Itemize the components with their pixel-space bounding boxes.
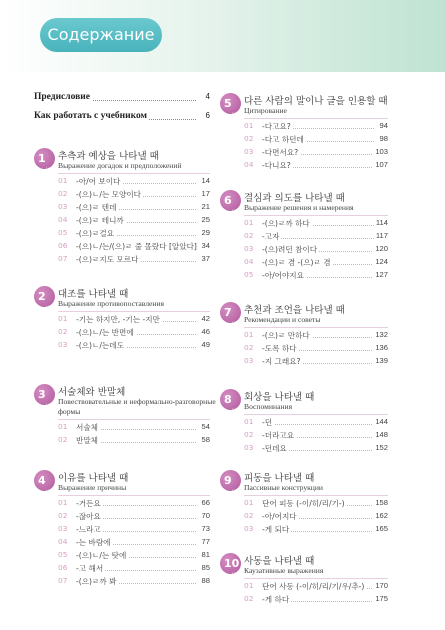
entry-text: -다고 하던데 <box>262 135 304 144</box>
entry-page: 107 <box>375 160 388 169</box>
entry-number: 02 <box>58 511 68 520</box>
entry-page: 37 <box>201 254 210 263</box>
toc-entry[interactable] <box>244 160 388 173</box>
unit-subtitle: Выражение решения и намерения <box>244 203 354 212</box>
entry-number: 03 <box>244 244 254 253</box>
toc-entry[interactable] <box>244 524 388 537</box>
unit-subtitle: Каузативные выражения <box>244 566 324 575</box>
unit-title[interactable]: 추측과 예상을 나타낼 때 <box>58 151 159 162</box>
unit-title[interactable]: 피동을 나타낼 때 <box>244 473 315 484</box>
unit-divider <box>58 173 210 174</box>
entry-text: 단어 피동 (-이/히/리/기-) <box>262 499 345 508</box>
entry-number: 03 <box>58 524 68 533</box>
toc-entry[interactable] <box>244 581 388 594</box>
unit-number: 4 <box>38 474 46 487</box>
unit-divider <box>244 495 388 496</box>
entry-page: 175 <box>375 594 388 603</box>
entry-number: 02 <box>244 511 254 520</box>
unit-label: Unit <box>45 489 54 494</box>
entry-page: 136 <box>375 343 388 352</box>
toc-entry[interactable] <box>244 218 388 231</box>
entry-text: -다니요? <box>262 161 291 170</box>
entry-number: 02 <box>244 231 254 240</box>
entry-text: -게 되다 <box>262 525 290 534</box>
entry-page: 46 <box>201 327 210 336</box>
toc-entry[interactable] <box>58 537 210 550</box>
toc-intro-row[interactable] <box>34 92 210 104</box>
unit-divider <box>244 327 388 328</box>
entry-page: 25 <box>201 215 210 224</box>
unit-number-badge <box>34 148 55 172</box>
entry-text: -고 해서 <box>76 564 104 573</box>
toc-intro-page: 6 <box>205 111 210 120</box>
toc-intro-row[interactable] <box>34 111 210 123</box>
toc-entry[interactable] <box>58 327 210 340</box>
entry-number: 04 <box>58 537 68 546</box>
entry-number: 01 <box>244 218 254 227</box>
entry-text: -아/어 보이다 <box>76 177 121 186</box>
unit-label: Unit <box>45 403 54 408</box>
entry-text: -(으)ㄴ/는데도 <box>76 341 124 350</box>
unit-subtitle: Воспоминания <box>244 402 293 411</box>
toc-entry[interactable] <box>58 241 210 254</box>
entry-text: -(으)ㄹ 테니까 <box>76 216 124 225</box>
entry-text: -(으)ㄴ/는/(으)ㄹ 줄 몰랐다 [알았다] <box>76 242 197 251</box>
unit-number-badge <box>220 389 241 413</box>
unit-number: 2 <box>38 290 46 303</box>
entry-page: 148 <box>375 430 388 439</box>
unit-number-badge <box>220 93 241 117</box>
entry-number: 06 <box>58 241 68 250</box>
entry-page: 73 <box>201 524 210 533</box>
unit-title[interactable]: 사동을 나타낼 때 <box>244 556 315 567</box>
unit-subtitle: Выражение причины <box>58 483 127 492</box>
unit-number-badge <box>34 286 55 310</box>
toc-entry[interactable] <box>244 257 388 270</box>
entry-page: 81 <box>201 550 210 559</box>
unit-number: 10 <box>224 557 240 570</box>
toc-unit <box>220 190 388 280</box>
entry-text: -(으)ㄹ까 봐 <box>76 577 117 586</box>
entry-text: -느라고 <box>76 525 101 534</box>
entry-number: 04 <box>58 215 68 224</box>
unit-label: Unit <box>231 489 240 494</box>
entry-number: 01 <box>58 498 68 507</box>
page-title: Содержание <box>40 18 162 52</box>
unit-divider <box>58 311 210 312</box>
entry-number: 02 <box>244 594 254 603</box>
unit-number: 9 <box>224 474 232 487</box>
entry-number: 02 <box>58 189 68 198</box>
entry-text: 서술체 <box>76 423 99 432</box>
entry-number: 02 <box>58 327 68 336</box>
entry-text: -다면서요? <box>262 148 299 157</box>
entry-page: 94 <box>379 121 388 130</box>
entry-text: 단어 사동 (-이/히/리/기/우/추-) <box>262 582 365 591</box>
unit-label: Unit <box>45 305 54 310</box>
entry-text: -더라고요 <box>262 431 295 440</box>
entry-page: 103 <box>375 147 388 156</box>
entry-text: -는 바람에 <box>76 538 111 547</box>
unit-label: Unit <box>231 572 240 577</box>
toc-entry[interactable] <box>244 134 388 147</box>
toc-unit <box>220 470 388 534</box>
entry-number: 01 <box>244 581 254 590</box>
entry-page: 21 <box>201 202 210 211</box>
entry-page: 124 <box>375 257 388 266</box>
entry-number: 05 <box>58 550 68 559</box>
entry-page: 152 <box>375 443 388 452</box>
entry-number: 03 <box>58 340 68 349</box>
unit-number-badge <box>34 384 55 408</box>
unit-title[interactable]: 결심과 의도를 나타낼 때 <box>244 193 345 204</box>
toc-entry[interactable] <box>58 254 210 267</box>
toc-entry[interactable] <box>244 343 388 356</box>
entry-page: 54 <box>201 422 210 431</box>
entry-page: 132 <box>375 330 388 339</box>
entry-page: 49 <box>201 340 210 349</box>
unit-subtitle: Пассивные конструкции <box>244 483 323 492</box>
unit-divider <box>244 414 388 415</box>
toc-entry[interactable] <box>58 498 210 511</box>
unit-number-badge <box>220 553 241 577</box>
toc-unit <box>220 553 388 604</box>
unit-title[interactable]: 대조를 나타낼 때 <box>58 289 129 300</box>
entry-number: 02 <box>244 343 254 352</box>
entry-page: 14 <box>201 176 210 185</box>
entry-text: -도록 하다 <box>262 344 297 353</box>
entry-text: -지 그래요? <box>262 357 301 366</box>
entry-text: -(으)ㄹ 만하다 <box>262 331 310 340</box>
toc-entry[interactable] <box>244 231 388 244</box>
toc-entry[interactable] <box>58 215 210 228</box>
entry-number: 02 <box>244 430 254 439</box>
entry-text: -게 하다 <box>262 595 290 604</box>
unit-divider <box>58 419 210 420</box>
toc-unit <box>220 93 388 170</box>
entry-number: 07 <box>58 576 68 585</box>
entry-text: -(으)ㄹ걸요 <box>76 229 115 238</box>
unit-label: Unit <box>231 408 240 413</box>
unit-divider <box>244 215 388 216</box>
entry-page: 117 <box>375 231 388 240</box>
toc-entry[interactable] <box>58 524 210 537</box>
toc-entry[interactable] <box>244 147 388 160</box>
toc-unit <box>34 148 210 264</box>
entry-page: 170 <box>375 581 388 590</box>
toc-entry[interactable] <box>58 435 210 448</box>
unit-number: 3 <box>38 388 46 401</box>
unit-divider <box>58 495 210 496</box>
entry-page: 42 <box>201 314 210 323</box>
entry-page: 88 <box>201 576 210 585</box>
entry-text: -아/어지다 <box>262 512 297 521</box>
unit-subtitle: Выражение догадок и предположений <box>58 161 182 170</box>
entry-text: -(으)ㄹ까 하다 <box>262 219 310 228</box>
toc-entry[interactable] <box>244 594 388 607</box>
unit-title[interactable]: 회상을 나타낼 때 <box>244 392 315 403</box>
toc-unit <box>34 470 210 586</box>
unit-subtitle: Цитирование <box>244 106 287 115</box>
unit-number-badge <box>220 302 241 326</box>
unit-label: Unit <box>231 209 240 214</box>
toc-unit <box>34 286 210 350</box>
unit-number: 6 <box>224 194 232 207</box>
unit-number-badge <box>220 190 241 214</box>
unit-subtitle: Выражение противопоставления <box>58 299 164 308</box>
entry-number: 05 <box>244 270 254 279</box>
entry-text: -고자 <box>262 232 280 241</box>
entry-page: 17 <box>201 189 210 198</box>
toc-entry[interactable] <box>244 511 388 524</box>
entry-page: 165 <box>375 524 388 533</box>
toc-entry[interactable] <box>58 189 210 202</box>
unit-number-badge <box>34 470 55 494</box>
entry-page: 158 <box>375 498 388 507</box>
entry-text: -아/어야지요 <box>262 271 304 280</box>
entry-number: 05 <box>58 228 68 237</box>
entry-text: -다고요? <box>262 122 291 131</box>
entry-text: -(으)ㄴ/는 탓에 <box>76 551 127 560</box>
entry-page: 98 <box>379 134 388 143</box>
entry-page: 127 <box>375 270 388 279</box>
entry-page: 120 <box>375 244 388 253</box>
entry-number: 01 <box>244 498 254 507</box>
entry-number: 04 <box>244 160 254 169</box>
toc-entry[interactable] <box>244 443 388 456</box>
entry-text: -던 <box>262 418 273 427</box>
entry-page: 58 <box>201 435 210 444</box>
toc-intro-label: Предисловие <box>34 92 90 102</box>
entry-number: 06 <box>58 563 68 572</box>
entry-text: 반말체 <box>76 436 99 445</box>
unit-title[interactable]: 다른 사람의 말이나 글을 인용할 때 <box>244 96 388 107</box>
unit-divider <box>244 578 388 579</box>
toc-entry[interactable] <box>244 244 388 257</box>
toc-entry[interactable] <box>58 576 210 589</box>
unit-title[interactable]: 추천과 조언을 나타낼 때 <box>244 305 345 316</box>
toc-entry[interactable] <box>58 202 210 215</box>
toc-entry[interactable] <box>58 314 210 327</box>
entry-number: 01 <box>58 422 68 431</box>
entry-page: 70 <box>201 511 210 520</box>
toc-entry[interactable] <box>244 330 388 343</box>
unit-subtitle: Повествовательные и неформально-разговорные формы <box>58 397 216 416</box>
entry-text: -(으)ㄴ/는 반면에 <box>76 328 134 337</box>
unit-label: Unit <box>231 321 240 326</box>
toc-intro-page: 4 <box>205 92 210 101</box>
entry-text: -던데요 <box>262 444 287 453</box>
entry-text: -거든요 <box>76 499 101 508</box>
toc-entry[interactable] <box>58 563 210 576</box>
unit-subtitle: Рекомендации и советы <box>244 315 321 324</box>
toc-entry[interactable] <box>58 511 210 524</box>
entry-text: -(으)ㄹ지도 모르다 <box>76 255 139 264</box>
entry-number: 04 <box>244 257 254 266</box>
unit-title[interactable]: 이유를 나타낼 때 <box>58 473 129 484</box>
unit-label: Unit <box>45 167 54 172</box>
unit-divider <box>244 118 388 119</box>
toc-entry[interactable] <box>244 356 388 369</box>
toc-unit <box>34 384 216 445</box>
entry-number: 02 <box>58 435 68 444</box>
unit-number: 8 <box>224 393 232 406</box>
toc-intro-label: Как работать с учебником <box>34 111 147 121</box>
entry-number: 03 <box>244 524 254 533</box>
unit-number: 5 <box>224 97 232 110</box>
entry-number: 07 <box>58 254 68 263</box>
entry-number: 03 <box>244 356 254 365</box>
entry-page: 34 <box>201 241 210 250</box>
entry-number: 01 <box>244 330 254 339</box>
toc-entry[interactable] <box>58 422 210 435</box>
entry-number: 01 <box>58 314 68 323</box>
entry-number: 03 <box>58 202 68 211</box>
entry-page: 144 <box>375 417 388 426</box>
entry-text: -(으)ㄴ/는 모양이다 <box>76 190 141 199</box>
entry-text: -기는 하지만, -기는 -지만 <box>76 315 160 324</box>
entry-page: 139 <box>375 356 388 365</box>
toc-unit <box>220 302 388 366</box>
toc-entry[interactable] <box>244 121 388 134</box>
entry-page: 66 <box>201 498 210 507</box>
entry-number: 03 <box>244 443 254 452</box>
entry-text: -잖아요 <box>76 512 101 521</box>
entry-text: -(으)려던 참이다 <box>262 245 318 254</box>
toc-entry[interactable] <box>58 176 210 189</box>
unit-number: 7 <box>224 306 232 319</box>
toc-entry[interactable] <box>58 228 210 241</box>
entry-number: 01 <box>58 176 68 185</box>
entry-page: 162 <box>375 511 388 520</box>
toc-entry[interactable] <box>58 340 210 353</box>
toc-entry[interactable] <box>244 417 388 430</box>
entry-number: 02 <box>244 134 254 143</box>
toc-entry[interactable] <box>244 270 388 283</box>
entry-page: 114 <box>375 218 388 227</box>
entry-page: 29 <box>201 228 210 237</box>
entry-number: 01 <box>244 417 254 426</box>
entry-number: 01 <box>244 121 254 130</box>
unit-number-badge <box>220 470 241 494</box>
entry-text: -(으)ㄹ 텐데 <box>76 203 117 212</box>
toc-unit <box>220 389 388 453</box>
entry-number: 03 <box>244 147 254 156</box>
toc-entry[interactable] <box>244 430 388 443</box>
entry-text: -(으)ㄹ 겸 -(으)ㄹ 겸 <box>262 258 331 267</box>
unit-label: Unit <box>231 112 240 117</box>
unit-number: 1 <box>38 152 46 165</box>
dotted-leader <box>264 424 374 425</box>
entry-page: 77 <box>201 537 210 546</box>
toc-entry[interactable] <box>58 550 210 563</box>
unit-title[interactable]: 서술체와 반말체 <box>58 387 126 398</box>
toc-entry[interactable] <box>244 498 388 511</box>
entry-page: 85 <box>201 563 210 572</box>
